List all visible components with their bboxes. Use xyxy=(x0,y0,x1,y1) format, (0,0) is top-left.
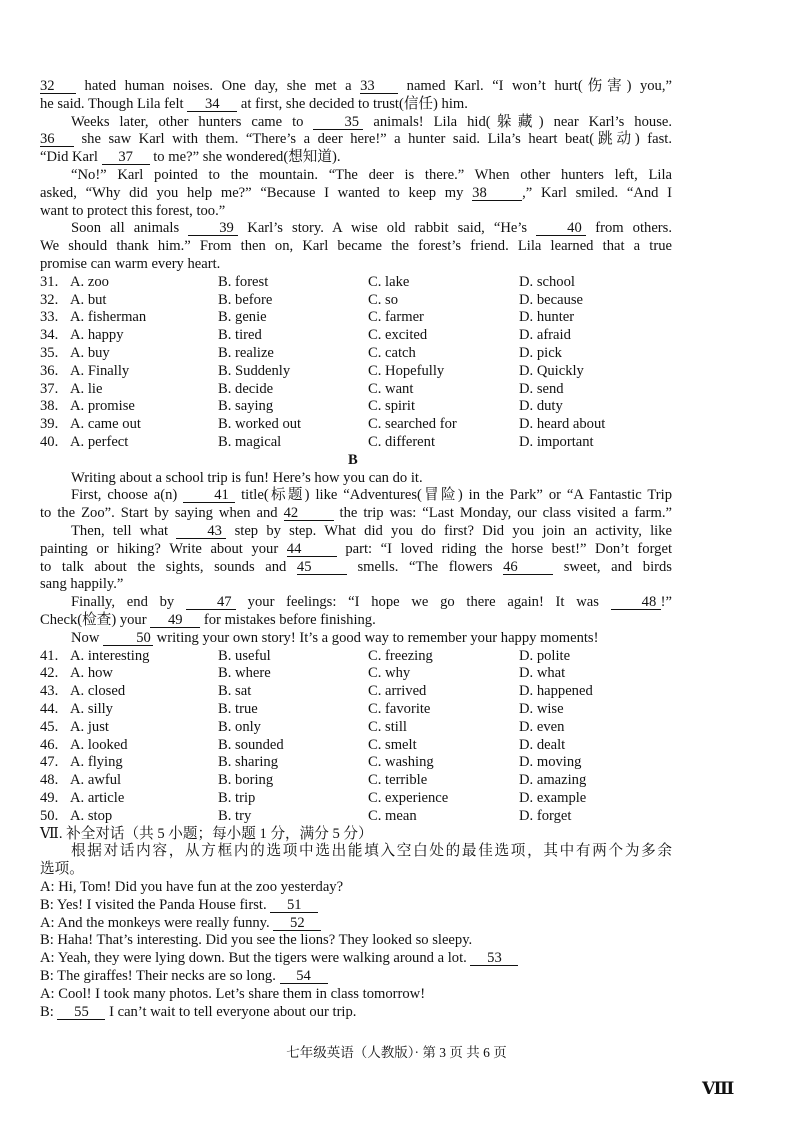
passage-a-line xyxy=(40,220,672,238)
text-run: the trip was: “Last Monday, our class visited a farm.” xyxy=(333,505,672,522)
text-run: Soon all animals xyxy=(71,220,189,237)
choice-option[interactable]: A. interesting xyxy=(70,647,150,664)
choice-option[interactable]: B. only xyxy=(218,718,261,735)
choice-option[interactable]: D. happened xyxy=(519,683,593,700)
choice-option[interactable]: B. useful xyxy=(218,647,271,664)
dialogue-line xyxy=(40,968,672,986)
question-number: 31. xyxy=(40,273,59,290)
choice-option[interactable]: A. fisherman xyxy=(70,309,147,326)
answer-blank[interactable]: 34 xyxy=(187,97,237,112)
choice-option[interactable]: C. so xyxy=(368,291,399,308)
text-run: We should thank him.” From then on, Karl became the forest’s friend. Lila learned that a true xyxy=(40,238,672,255)
choice-option[interactable]: D. amazing xyxy=(519,772,587,789)
question-number: 37. xyxy=(40,380,59,397)
choice-option[interactable]: D. heard about xyxy=(519,416,606,433)
dialogue-line xyxy=(40,932,672,950)
choice-option[interactable]: C. freezing xyxy=(368,647,433,664)
choice-option[interactable]: A. buy xyxy=(70,345,110,361)
answer-blank[interactable]: 55 xyxy=(57,1005,105,1020)
choice-option[interactable]: B. tired xyxy=(218,327,262,344)
text-run: for mistakes before finishing. xyxy=(200,612,376,628)
choice-option[interactable]: D. send xyxy=(519,380,564,397)
instruction-line xyxy=(40,843,672,861)
choice-option[interactable]: C. washing xyxy=(368,754,434,771)
text-run: A: And the monkeys were really funny. xyxy=(40,914,274,931)
choice-option[interactable]: C. experience xyxy=(368,790,449,806)
question-number: 33. xyxy=(40,309,59,326)
passage-b-line xyxy=(40,594,672,612)
choice-option[interactable]: C. mean xyxy=(368,807,417,824)
choice-option[interactable]: D. dealt xyxy=(519,736,566,753)
text-run: B: Yes! I visited the Panda House first. xyxy=(40,896,271,913)
choice-option[interactable]: A. came out xyxy=(70,416,141,433)
dialogue-line xyxy=(40,1004,672,1022)
choice-option[interactable]: D. moving xyxy=(519,754,582,771)
answer-blank[interactable]: 44 xyxy=(287,542,337,557)
text-run: part: “I loved riding the horse best!” Don’t forget xyxy=(336,540,672,557)
text-run: asked, “Why did you help me?” “Because I wanted to keep my xyxy=(40,184,473,201)
choice-option[interactable]: A. closed xyxy=(70,683,126,700)
passage-b-line xyxy=(40,612,672,630)
choice-option[interactable]: A. but xyxy=(70,291,107,308)
choice-option[interactable]: D. important xyxy=(519,434,594,450)
text-run: Then, tell what xyxy=(71,523,177,539)
choice-option[interactable]: A. just xyxy=(70,718,109,735)
passage-b-line xyxy=(40,541,672,559)
text-run: B: xyxy=(40,1003,58,1020)
choice-option[interactable]: A. how xyxy=(70,665,113,682)
text-run: Karl’s story. A wise old rabbit said, “He’s xyxy=(238,220,537,237)
choice-option[interactable]: C. arrived xyxy=(368,683,427,700)
answer-blank[interactable]: 48 xyxy=(611,595,661,610)
choice-option[interactable]: D. hunter xyxy=(519,309,575,326)
passage-b-line xyxy=(40,487,672,505)
choice-option[interactable]: B. trip xyxy=(218,790,256,806)
choice-option[interactable]: D. polite xyxy=(519,647,571,664)
choice-option[interactable]: A. perfect xyxy=(70,434,129,450)
passage-a-line xyxy=(40,203,672,221)
text-run: First, choose a(n) xyxy=(71,487,184,504)
answer-blank[interactable]: 35 xyxy=(313,115,363,130)
passage-b-line xyxy=(40,576,672,594)
text-run: animals! Lila hid(躲藏) near Karl’s house. xyxy=(363,113,673,130)
choice-option[interactable]: C. lake xyxy=(368,273,410,290)
question-number: 39. xyxy=(40,416,59,433)
passage-a-line xyxy=(40,167,672,185)
text-run: step by step. What did you do first? Did you join an activity, like xyxy=(226,523,672,539)
question-number: 34. xyxy=(40,327,59,344)
choice-option[interactable]: C. excited xyxy=(368,327,428,344)
choice-option[interactable]: D. school xyxy=(519,273,575,290)
instruction-line xyxy=(40,861,672,879)
section-b-heading: B xyxy=(348,451,358,468)
text-run: from others. xyxy=(586,220,672,237)
choice-option[interactable]: B. genie xyxy=(218,309,267,326)
dialogue-line xyxy=(40,879,672,897)
choice-option[interactable]: D. Quickly xyxy=(519,362,584,379)
choice-option[interactable]: D. what xyxy=(519,665,566,682)
question-number: 47. xyxy=(40,754,59,771)
passage-a-line xyxy=(40,96,672,114)
choice-option[interactable]: B. sharing xyxy=(218,754,278,771)
choice-option[interactable]: D. afraid xyxy=(519,327,571,344)
section-vii-heading: Ⅶ. 补全对话（共 5 小题；每小题 1 分，满分 5 分） xyxy=(40,825,373,842)
text-run: sweet, and birds xyxy=(553,558,672,575)
choice-option[interactable]: A. stop xyxy=(70,807,113,824)
choice-option[interactable]: A. happy xyxy=(70,327,124,344)
choice-option[interactable]: A. zoo xyxy=(70,273,109,290)
choice-option[interactable]: C. spirit xyxy=(368,398,416,415)
choice-option[interactable]: A. lie xyxy=(70,380,103,397)
text-run: smells. “The flowers xyxy=(346,558,504,575)
answer-blank[interactable]: 54 xyxy=(280,969,328,984)
text-run: “Did Karl xyxy=(40,149,102,166)
choice-option[interactable]: A. awful xyxy=(70,772,122,789)
choice-option[interactable]: D. forget xyxy=(519,807,572,824)
answer-blank[interactable]: 32 xyxy=(40,79,76,94)
text-run: A: Cool! I took many photos. Let’s share them in class tomorrow! xyxy=(40,985,426,1002)
answer-blank[interactable]: 45 xyxy=(297,560,347,575)
answer-blank[interactable]: 50 xyxy=(103,631,153,646)
text-run: to the Zoo”. Start by saying when and xyxy=(40,505,284,522)
text-run: to talk about the sights, sounds and xyxy=(40,558,297,575)
dialogue-line xyxy=(40,897,672,915)
choice-option[interactable]: B. before xyxy=(218,291,273,308)
passage-a-line xyxy=(40,256,672,274)
choice-option[interactable]: B. realize xyxy=(218,345,274,361)
passage-b-line xyxy=(40,523,672,541)
choice-option[interactable]: B. true xyxy=(218,701,258,717)
answer-blank[interactable]: 41 xyxy=(183,488,235,503)
text-run: she saw Karl with them. “There’s a deer here!” a hunter said. Lila’s heart beat(跳动) fast. xyxy=(74,131,672,148)
question-number: 48. xyxy=(40,772,59,789)
passage-b-line xyxy=(40,559,672,577)
question-number: 43. xyxy=(40,683,59,700)
passage-b-line xyxy=(40,470,672,488)
question-number: 50. xyxy=(40,807,59,824)
choice-option[interactable]: D. because xyxy=(519,291,584,308)
text-run: promise can warm every heart. xyxy=(40,256,221,272)
text-run: ,” Karl smiled. “And I xyxy=(522,184,672,201)
corner-mark: Ⅷ xyxy=(702,1079,735,1098)
choice-option[interactable]: B. boring xyxy=(218,772,274,789)
dialogue-line xyxy=(40,950,672,968)
question-number: 46. xyxy=(40,736,59,753)
answer-blank[interactable]: 40 xyxy=(536,221,586,236)
choice-option[interactable]: B. try xyxy=(218,807,252,824)
question-number: 40. xyxy=(40,434,59,450)
choice-option[interactable]: A. article xyxy=(70,790,125,806)
passage-a-line xyxy=(40,185,672,203)
choice-option[interactable]: A. Finally xyxy=(70,362,130,379)
choice-option[interactable]: B. sounded xyxy=(218,736,284,753)
passage-b-line xyxy=(40,505,672,523)
text-run: !” xyxy=(660,594,672,611)
answer-blank[interactable]: 42 xyxy=(284,506,334,521)
answer-blank[interactable]: 47 xyxy=(186,595,236,610)
question-number: 41. xyxy=(40,647,59,664)
choice-option[interactable]: C. terrible xyxy=(368,772,428,789)
text-run: 选项。 xyxy=(40,861,84,878)
choice-option[interactable]: D. duty xyxy=(519,398,563,415)
text-run: A: Hi, Tom! Did you have fun at the zoo yesterday? xyxy=(40,879,344,895)
text-run: sang happily.” xyxy=(40,576,124,593)
text-run: Now xyxy=(71,629,104,646)
answer-blank[interactable]: 51 xyxy=(270,898,318,913)
choice-option[interactable]: A. looked xyxy=(70,736,128,753)
answer-blank[interactable]: 53 xyxy=(470,951,518,966)
choice-option[interactable]: C. favorite xyxy=(368,701,431,717)
choice-option[interactable]: D. wise xyxy=(519,701,564,717)
question-number: 49. xyxy=(40,790,59,806)
answer-blank[interactable]: 36 xyxy=(40,132,74,147)
text-run: at first, she decided to trust(信任) him. xyxy=(237,95,468,112)
text-run: Writing about a school trip is fun! Here’s how you can do it. xyxy=(71,469,423,486)
choice-option[interactable]: D. pick xyxy=(519,345,562,361)
choice-option[interactable]: A. silly xyxy=(70,701,113,717)
text-run: named Karl. “I won’t hurt(伤害) you,” xyxy=(398,78,672,94)
answer-blank[interactable]: 39 xyxy=(188,221,238,236)
answer-blank[interactable]: 52 xyxy=(273,916,321,931)
choice-option[interactable]: B. sat xyxy=(218,683,252,700)
passage-b-line xyxy=(40,630,672,648)
page-footer: 七年级英语（人教版）· 第 3 页 共 6 页 xyxy=(286,1045,507,1060)
answer-blank[interactable]: 46 xyxy=(503,560,553,575)
choice-option[interactable]: B. saying xyxy=(218,398,274,415)
choice-option[interactable]: A. promise xyxy=(70,398,135,415)
choice-option[interactable]: C. farmer xyxy=(368,309,424,326)
question-number: 32. xyxy=(40,291,59,308)
choice-option[interactable]: B. worked out xyxy=(218,416,302,433)
text-run: A: Yeah, they were lying down. But the tigers were walking around a lot. xyxy=(40,950,471,967)
choice-option[interactable]: C. why xyxy=(368,665,411,682)
choice-option[interactable]: D. example xyxy=(519,790,587,806)
text-run: painting or hiking? Write about your xyxy=(40,540,287,557)
text-run: Finally, end by xyxy=(71,594,186,611)
text-run: I can’t wait to tell everyone about our trip. xyxy=(105,1003,357,1020)
passage-a-line xyxy=(40,131,672,149)
text-run: title(标题) like “Adventures(冒险) in the Park” or “A Fantastic Trip xyxy=(235,487,672,504)
text-run: writing your own story! It’s a good way to remember your happy moments! xyxy=(153,629,599,646)
question-number: 45. xyxy=(40,718,59,735)
choice-option[interactable]: C. smelt xyxy=(368,736,417,753)
question-number: 36. xyxy=(40,362,59,379)
text-run: Weeks later, other hunters came to xyxy=(71,113,314,130)
choice-option[interactable]: C. different xyxy=(368,434,436,450)
choice-option[interactable]: B. Suddenly xyxy=(218,362,291,379)
choice-option[interactable]: A. flying xyxy=(70,754,123,771)
choice-option[interactable]: C. want xyxy=(368,380,414,397)
question-number: 38. xyxy=(40,398,59,415)
text-run: want to protect this forest, too.” xyxy=(40,202,226,219)
choice-option[interactable]: B. forest xyxy=(218,273,269,290)
choice-option[interactable]: C. searched for xyxy=(368,416,457,433)
choice-option[interactable]: C. still xyxy=(368,718,407,735)
question-number: 35. xyxy=(40,345,59,361)
choice-option[interactable]: D. even xyxy=(519,718,565,735)
choice-option[interactable]: B. decide xyxy=(218,380,274,397)
text-run: Check(检查) your xyxy=(40,612,151,628)
text-run: he said. Though Lila felt xyxy=(40,95,188,112)
passage-a-line xyxy=(40,78,672,96)
answer-blank[interactable]: 37 xyxy=(102,150,150,165)
text-run: your feelings: “I hope we go there again! It was xyxy=(235,594,611,611)
dialogue-line xyxy=(40,915,672,933)
dialogue-line xyxy=(40,986,672,1004)
text-run: “No!” Karl pointed to the mountain. “The deer is there.” When other hunters left, Lila xyxy=(71,167,672,183)
answer-blank[interactable]: 49 xyxy=(150,613,200,628)
text-run: B: The giraffes! Their necks are so long. xyxy=(40,968,280,984)
text-run: B: Haha! That’s interesting. Did you see the lions? They looked so sleepy. xyxy=(40,932,473,949)
text-run: to me?” she wondered(想知道). xyxy=(149,149,341,166)
choice-option[interactable]: C. Hopefully xyxy=(368,362,445,379)
text-run: 根据对话内容，从方框内的选项中选出能填入空白处的最佳选项，其中有两个为多余 xyxy=(71,843,672,860)
choice-option[interactable]: B. where xyxy=(218,665,271,682)
choice-option[interactable]: C. catch xyxy=(368,345,416,361)
passage-a-line xyxy=(40,114,672,132)
answer-blank[interactable]: 33 xyxy=(360,79,398,94)
text-run: hated human noises. One day, she met a xyxy=(76,78,361,94)
answer-blank[interactable]: 38 xyxy=(472,186,522,201)
answer-blank[interactable]: 43 xyxy=(176,524,226,539)
question-number: 44. xyxy=(40,701,59,717)
passage-a-line xyxy=(40,149,672,167)
choice-option[interactable]: B. magical xyxy=(218,434,282,450)
question-number: 42. xyxy=(40,665,59,682)
passage-a-line xyxy=(40,238,672,256)
